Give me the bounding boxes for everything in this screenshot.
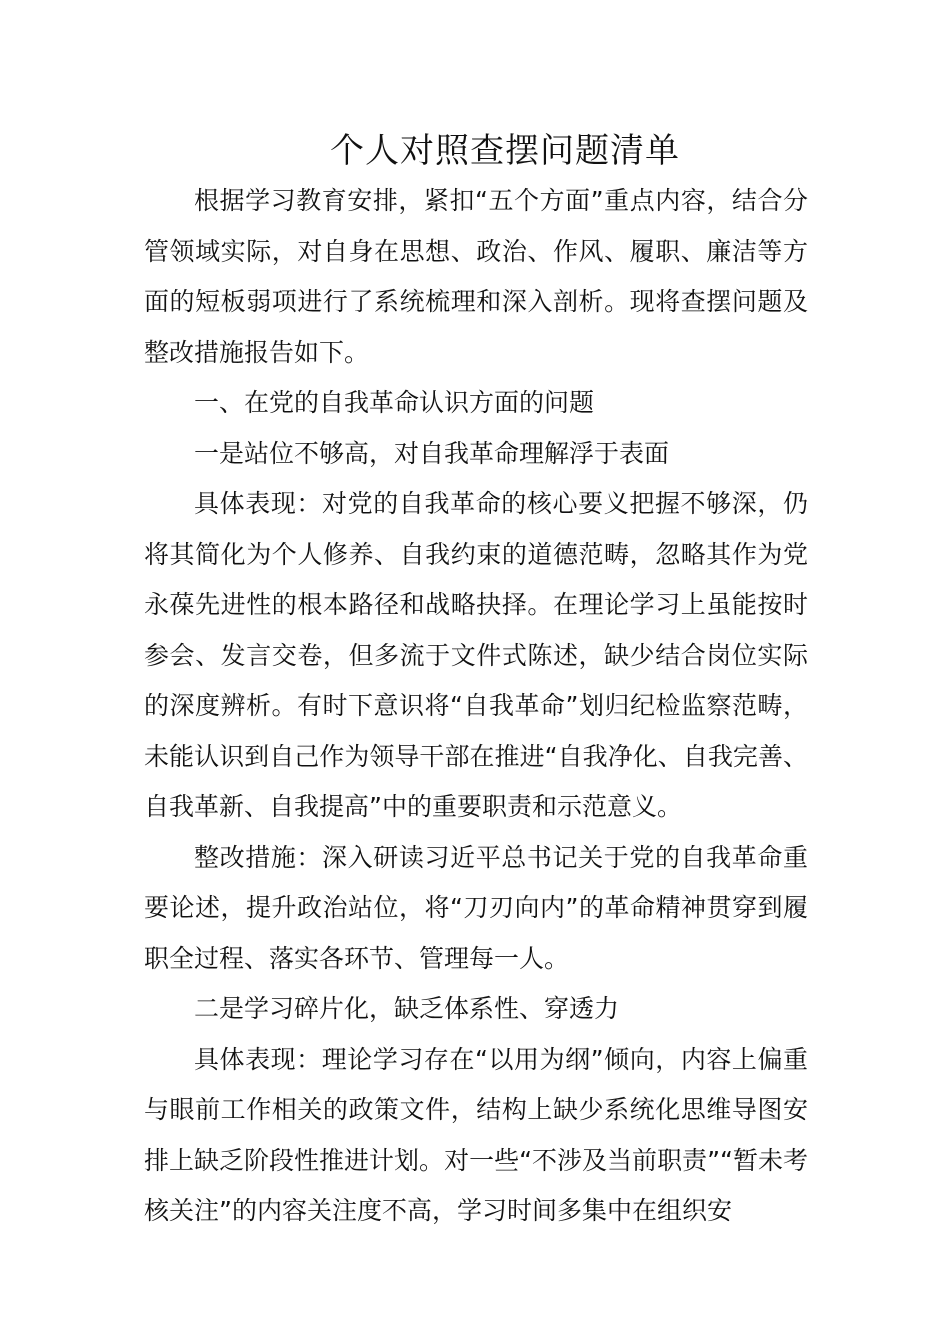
document-body [144,176,808,1237]
section-heading-1: 一、在党的自我革命认识方面的问题 [194,388,595,417]
paragraph-manifestation-1: 具体表现：对党的自我革命的核心要义把握不够深，仍将其简化为个人修养、自我约束的道德范畴，忽略其作为党永葆先进性的根本路径和战略抉择。在理论学习上虽能按时参会、发言交卷，但多流于文件式陈述，缺少结合岗位实际的深度辨析。有时下意识将“自我革命”划归纪检监察范畴，未能认识到自己作为领导干部在推进“自我净化、自我完善、自我革新、自我提高”中的重要职责和示范意义。 [144,489,808,821]
document-title: 个人对照查摆问题清单 [330,131,680,171]
paragraph-rectification-1: 整改措施：深入研读习近平总书记关于党的自我革命重要论述，提升政治站位，将“刀刃向内”的革命精神贯穿到履职全过程、落实各环节、管理每一人。 [144,842,808,973]
subheading-2: 二是学习碎片化，缺乏体系性、穿透力 [194,994,620,1023]
paragraph-manifestation-2: 具体表现：理论学习存在“以用为纲”倾向，内容上偏重与眼前工作相关的政策文件，结构上缺少系统化思维导图安排上缺乏阶段性推进计划。对一些“不涉及当前职责”“暂未考核关注”的内容关注度不高，学习时间多集中在组织安 [144,1044,808,1225]
paragraph-intro: 根据学习教育安排，紧扣“五个方面”重点内容，结合分管领域实际，对自身在思想、政治、作风、履职、廉洁等方面的短板弱项进行了系统梳理和深入剖析。现将查摆问题及整改措施报告如下。 [144,186,808,367]
subheading-1: 一是站位不够高，对自我革命理解浮于表面 [194,438,670,468]
